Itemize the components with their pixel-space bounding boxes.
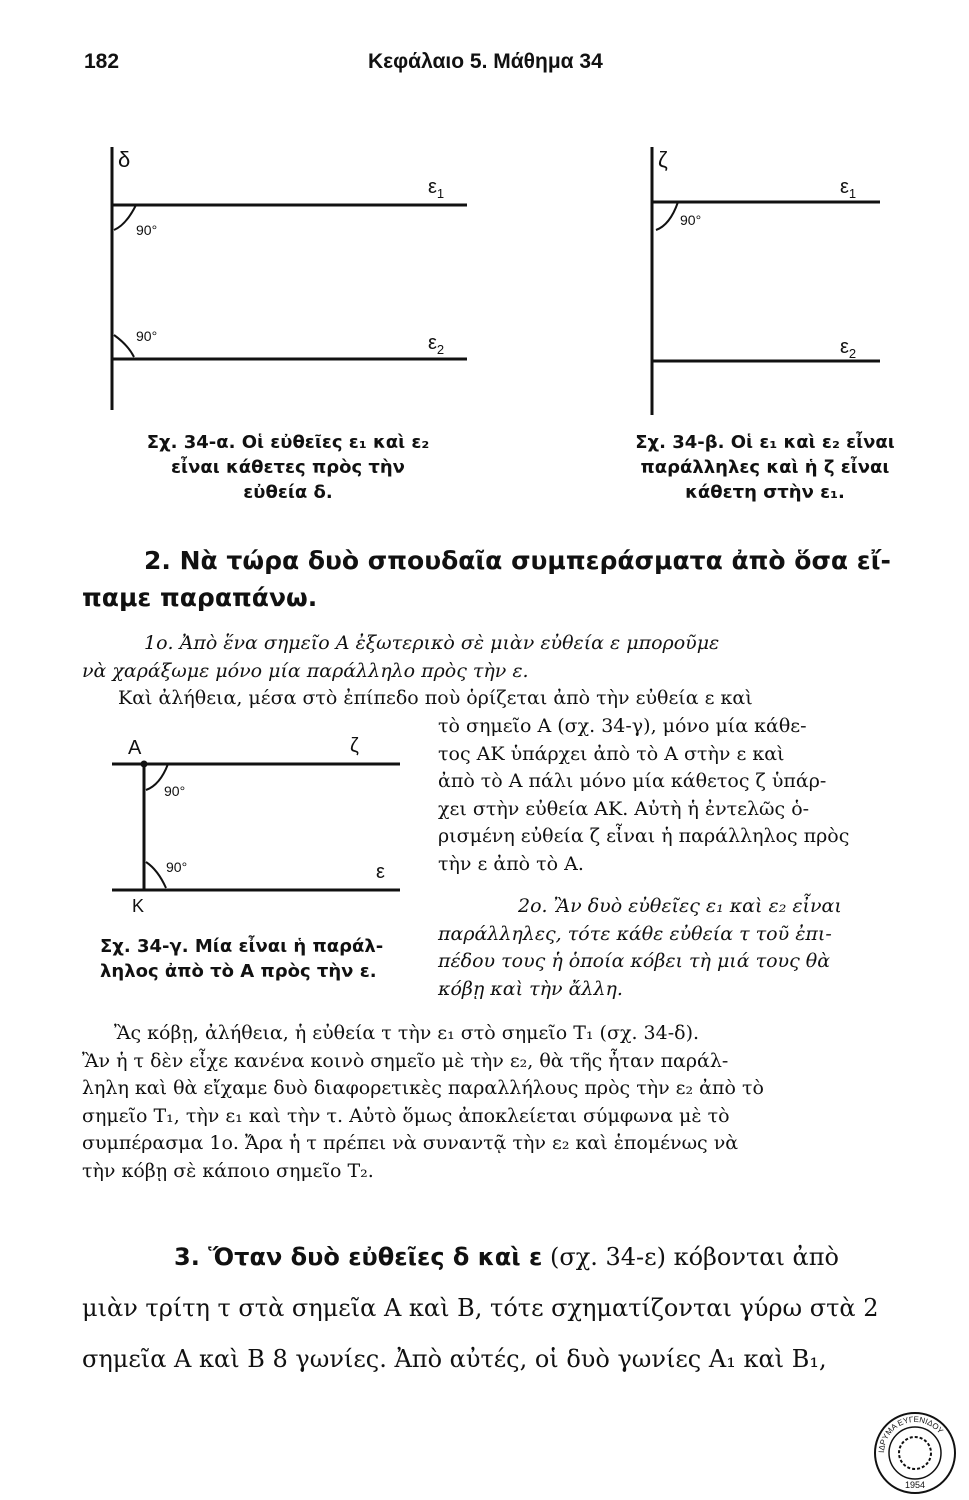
foundation-stamp [872, 1410, 958, 1496]
paragraph-proof-column: τὸ σημεῖο Α (σχ. 34-γ), μόνο μία κάθε- τος ΑΚ ὑπάρχει ἀπὸ τὸ Α στὴν ε καὶ ἀπὸ τὸ Α πάλι μόνο μία κάθετος ζ ὑπάρ- χει στὴν εὐθεία ΑΚ. Αὐτὴ ἡ ἐντελῶς ὁ- ρισμένη εὐθεία ζ εἶναι ἡ παράλληλος πρὸς τὴν ε ἀπὸ τὸ Α. [438, 715, 850, 875]
label-delta: δ [118, 147, 131, 172]
stamp-center-emblem [899, 1437, 931, 1469]
paragraph-proof-first-line: Καὶ ἀλήθεια, μέσα στὸ ἐπίπεδο ποὺ ὁρίζεται ἀπὸ τὴν εὐθεία ε καὶ [118, 687, 753, 709]
stamp-year: 1954 [904, 1480, 926, 1490]
label-epsilon: ε [376, 861, 385, 883]
stamp-title: ΙΔΡΥΜΑ ΕΥΓΕΝΙΔΟΥ [876, 1414, 945, 1454]
angle-arc-top [114, 205, 136, 230]
label-e2: $\varepsilon_2$ [840, 336, 857, 361]
paragraph-conclusion-1: 1ο. Ἀπὸ ἕνα σημεῖο Α ἐξωτερικὸ σὲ μιὰν εὐθεία ε μποροῦμε νὰ χαράξωμε μόνο μία παράλληλο πρὸς τὴν ε. [82, 632, 720, 682]
section-3: 3. Ὅταν δυὸ εὐθεῖες δ καὶ ε (σχ. 34-ε) κόβονται ἀπὸ μιὰν τρίτη τ στὰ σημεῖα Α καὶ Β, τότε σχηματίζονται γύρω στὰ 2 σημεῖα Α καὶ Β 8 γωνίες. Ἀπὸ αὐτές, οἱ δυὸ γωνίες Α₁ καὶ Β₁, [82, 1243, 879, 1373]
angle-90-top: 90° [680, 212, 702, 228]
stamp-inner-ring [889, 1427, 941, 1479]
angle-arc-bottom [114, 335, 134, 357]
point-a-dot [141, 761, 148, 768]
paragraph-conclusion-2: 2ο. Ἂν δυὸ εὐθεῖες ε₁ καὶ ε₂ εἶναι παράλληλες, τότε κάθε εὐθεία τ τοῦ ἐπι- πέδου τους ἡ ὁποία κόβει τὴ μιά τους θὰ κόβῃ καὶ τὴν ἄλλη. [438, 895, 842, 1000]
label-e1: $\varepsilon_1$ [840, 176, 857, 201]
paragraph-proof-2: Ἂς κόβῃ, ἀλήθεια, ἡ εὐθεία τ τὴν ε₁ στὸ σημεῖο Τ₁ (σχ. 34-δ). Ἂν ἡ τ δὲν εἶχε κανένα κοινὸ σημεῖο μὲ τὴν ε₂, θὰ τῆς ἦταν παράλ- ληλη καὶ θὰ εἴχαμε δυὸ διαφορετικὲς παραλλήλους πρὸς τὴν ε₂ ἀπὸ τὸ σημεῖο Τ₁, τὴν ε₁ καὶ τὴν τ. Αὐτὸ ὅμως ἀποκλείεται σύμφωνα μὲ τὸ συμπέρασμα 1ο. Ἄρα ἡ τ πρέπει νὰ συναντᾷ τὴν ε₂ καὶ ἑπομένως νὰ τὴν κόβῃ σὲ κάποιο σημεῖο Τ₂. [82, 1022, 764, 1182]
label-point-k: K [132, 896, 145, 916]
angle-arc-top [656, 202, 678, 230]
section-3-heading: 3. Ὅταν δυὸ εὐθεῖες δ καὶ ε [174, 1243, 543, 1271]
angle-90-top: 90° [136, 222, 158, 238]
caption-34a: Σχ. 34-α. Οἱ εὐθεῖες ε₁ καὶ ε₂ εἶναι κάθετες πρὸς τὴν εὐθεία δ. [146, 432, 430, 503]
label-zeta: ζ [350, 735, 359, 757]
label-zeta: ζ [658, 147, 668, 172]
chapter-title: Κεφάλαιο 5. Μάθημα 34 [368, 50, 603, 73]
figure-34c [100, 710, 410, 920]
angle-arc-bottom [146, 862, 166, 888]
label-e2: $\varepsilon_2$ [428, 332, 445, 357]
page-number: 182 [84, 50, 120, 73]
caption-34b: Σχ. 34-β. Οἱ ε₁ καὶ ε₂ εἶναι παράλληλες καὶ ἡ ζ εἶναι κάθετη στὴν ε₁. [635, 432, 895, 503]
figure-34a [100, 135, 480, 420]
angle-90-bottom: 90° [136, 328, 158, 344]
angle-90-top: 90° [164, 783, 186, 799]
label-point-a: A [128, 737, 142, 759]
section-2-heading: 2. Νὰ τώρα δυὸ σπουδαῖα συμπεράσματα ἀπὸ ὅσα εἴ- παμε παραπάνω. [82, 546, 891, 612]
caption-34c: Σχ. 34-γ. Μία εἶναι ἡ παράλ- ληλος ἀπὸ τὸ Α πρὸς τὴν ε. [100, 936, 384, 982]
label-e1: $\varepsilon_1$ [428, 176, 445, 201]
figure-34b [640, 135, 890, 420]
angle-90-bottom: 90° [166, 859, 188, 875]
